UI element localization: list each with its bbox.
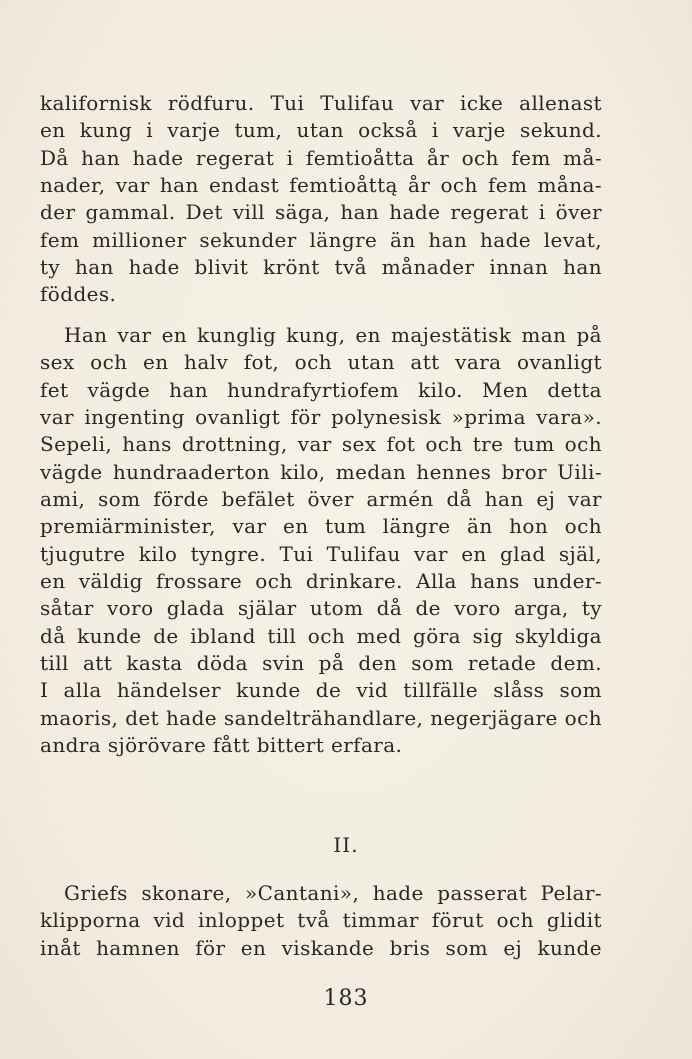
text-line: Då han hade regerat i femtioåtta år och fem må- xyxy=(40,145,602,170)
text-line: fet vägde han hundrafyrtiofem kilo. Men detta xyxy=(40,377,602,402)
text-line: fem millioner sekunder längre än han hade levat, xyxy=(40,227,602,252)
text-line: vägde hundraaderton kilo, medan hennes bror Uili- xyxy=(40,459,602,484)
text-line: maoris, det hade sandelträhandlare, negerjägare och xyxy=(40,705,602,730)
text-line: sex och en halv fot, och utan att vara ovanligt xyxy=(40,350,602,375)
section-heading: II. xyxy=(333,833,359,857)
text-line: premiärminister, var en tum längre än hon och xyxy=(40,514,602,539)
text-line: klipporna vid inloppet två timmar förut och glidit xyxy=(40,908,602,933)
text-line: andra sjörövare fått bittert erfara. xyxy=(40,732,403,757)
text-line: Sepeli, hans drottning, var sex fot och tre tum och xyxy=(40,432,602,457)
text-line: der gammal. Det vill säga, han hade regerat i över xyxy=(40,200,602,225)
paragraph-3 xyxy=(40,880,602,962)
text-line: kalifornisk rödfuru. Tui Tulifau var icke allenast xyxy=(40,91,602,115)
text-line: Griefs skonare, »Cantani», hade passerat Pelar- xyxy=(64,881,602,905)
text-line: Han var en kunglig kung, en majestätisk man på xyxy=(64,323,602,347)
text-line: till att kasta döda svin på den som retade dem. xyxy=(40,650,602,675)
text-line: ami, som förde befälet över armén då han ej var xyxy=(40,486,602,511)
text-line: föddes. xyxy=(40,282,117,307)
text-line: då kunde de ibland till och med göra sig skyldiga xyxy=(40,623,602,648)
text-line: tjugutre kilo tyngre. Tui Tulifau var en glad själ, xyxy=(40,541,602,566)
text-line: en väldig frossare och drinkare. Alla hans under- xyxy=(40,568,602,593)
page-number: 183 xyxy=(323,986,369,1011)
paragraph-1 xyxy=(40,90,602,309)
text-line: en kung i varje tum, utan också i varje sekund. xyxy=(40,118,602,143)
text-line: ty han hade blivit krönt två månader innan han xyxy=(40,254,602,279)
text-line: I alla händelser kunde de vid tillfälle slåss som xyxy=(40,678,602,703)
text-line: inåt hamnen för en viskande bris som ej kunde xyxy=(40,935,602,960)
paragraph-2 xyxy=(40,322,602,759)
text-line: nader, var han endast femtioåttą år och fem måna- xyxy=(40,172,602,197)
text-line: såtar voro glada själar utom då de voro arga, ty xyxy=(40,596,602,621)
text-line: var ingenting ovanligt för polynesisk »prima vara». xyxy=(40,404,602,429)
